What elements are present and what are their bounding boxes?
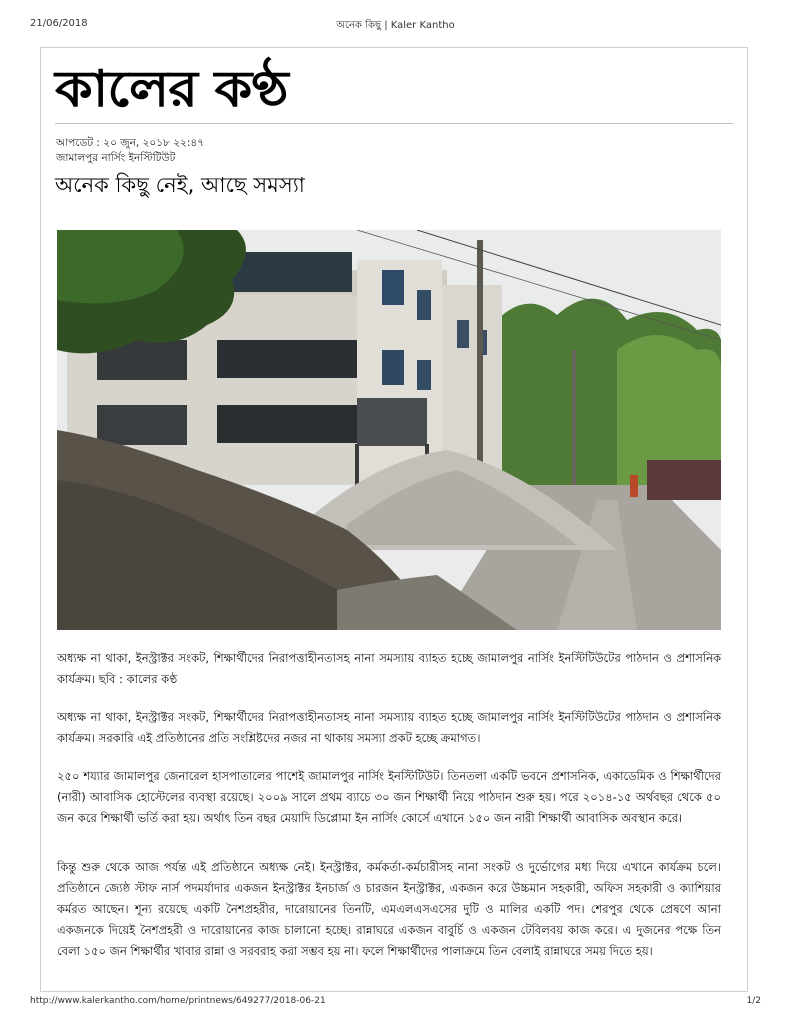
print-header bbox=[30, 18, 761, 34]
article-photo bbox=[57, 230, 721, 630]
article-paragraph: ২৫০ শয্যার জামালপুর জেনারেল হাসপাতালের পাশেই জামালপুর নার্সিং ইনস্টিটিউট। তিনতলা একটি ভবনে প্রশাসনিক, একাডেমিক ও শিক্ষার্থীদের (নারী) আবাসিক হোস্টেলের ব্যবস্থা রয়েছে। ২০০৯ সালে প্রথম ব্যাচে ৩০ জন শিক্ষার্থী নিয়ে পাঠদান শুরু হয়। পরে ২০১৪-১৫ অর্থবছর থেকে ৫০ জন করে শিক্ষার্থী ভর্তি করা হয়। অর্থাৎ তিন বছর মেয়াদি ডিপ্লোমা ইন নার্সিং কোর্সে এখানে ১৫০ জন নারী শিক্ষার্থী আবাসিক অবস্থান করে। bbox=[57, 769, 721, 825]
article-headline: অনেক কিছু নেই, আছে সমস্যা bbox=[55, 173, 305, 197]
nursing-institute-photo bbox=[57, 230, 721, 630]
article-paragraph: অধ্যক্ষ না থাকা, ইনস্ট্রাক্টর সংকট, শিক্ষার্থীদের নিরাপত্তাহীনতাসহ নানা সমস্যায় ব্যাহত হচ্ছে জামালপুর নার্সিং ইনস্টিটিউটের পাঠদান ও প্রশাসনিক কার্যক্রম। সরকারি এই প্রতিষ্ঠানের প্রতি সংশ্লিষ্টদের নজর না থাকায় সমস্যা প্রকট হচ্ছে ক্রমাগত। bbox=[57, 710, 721, 745]
print-page-title: অনেক কিছু | Kaler Kantho bbox=[336, 20, 455, 31]
print-date: 21/06/2018 bbox=[30, 18, 88, 29]
page-number: 1/2 bbox=[746, 996, 761, 1006]
newspaper-masthead-logo[interactable]: কালের কণ্ঠ bbox=[55, 60, 288, 118]
masthead-divider bbox=[55, 123, 733, 124]
section-label: জামালপুর নার্সিং ইনস্টিটিউট bbox=[56, 152, 176, 164]
article-paragraph: কিন্তু শুরু থেকে আজ পর্যন্ত এই প্রতিষ্ঠানে অধ্যক্ষ নেই। ইনস্ট্রাক্টর, কর্মকর্তা-কর্মচারীসহ নানা সংকট ও দুর্ভোগের মধ্য দিয়ে এখানে কার্যক্রম চলে। প্রতিষ্ঠানে জ্যেষ্ঠ স্টাফ নার্স পদমর্যাদার একজন ইনস্ট্রাক্টর ইনচার্জ ও চারজন ইনস্ট্রাক্টর, একজন করে উচ্চমান সহকারী, অফিস সহকারী ও ক্যাশিয়ার কর্মরত আছেন। শূন্য রয়েছে একটি নৈশপ্রহরীর, দারোয়ানের তিনটি, এমএলএসএসের দুটি ও মালির একটি পদ। শেরপুর থেকে প্রেষণে আনা একজনকে দিয়েই নৈশপ্রহরী ও দারোয়ানের কাজ চালানো হচ্ছে। রান্নাঘরে একজন বাবুর্চি ও একজন টেবিলবয় কাজ করে। এ দুজনের পক্ষে তিন বেলা ১৫০ জন শিক্ষার্থীর খাবার রান্না ও সরবরাহ করা সম্ভব হয় না। ফলে শিক্ষার্থীদের পালাক্রমে তিন বেলাই রান্নাঘরে সময় দিতে হয়। bbox=[57, 860, 721, 958]
article-frame bbox=[40, 47, 748, 992]
photo-caption: অধ্যক্ষ না থাকা, ইনস্ট্রাক্টর সংকট, শিক্ষার্থীদের নিরাপত্তাহীনতাসহ নানা সমস্যায় ব্যাহত হচ্ছে জামালপুর নার্সিং ইনস্টিটিউটের পাঠদান ও প্রশাসনিক কার্যক্রম। ছবি : কালের কণ্ঠ bbox=[57, 651, 721, 686]
updated-timestamp: আপডেট : ২০ জুন, ২০১৮ ২২:৪৭ bbox=[56, 137, 205, 149]
article-meta bbox=[56, 136, 204, 166]
print-footer bbox=[30, 996, 761, 1010]
print-url[interactable]: http://www.kalerkantho.com/home/printnews/649277/2018-06-21 bbox=[30, 996, 326, 1006]
